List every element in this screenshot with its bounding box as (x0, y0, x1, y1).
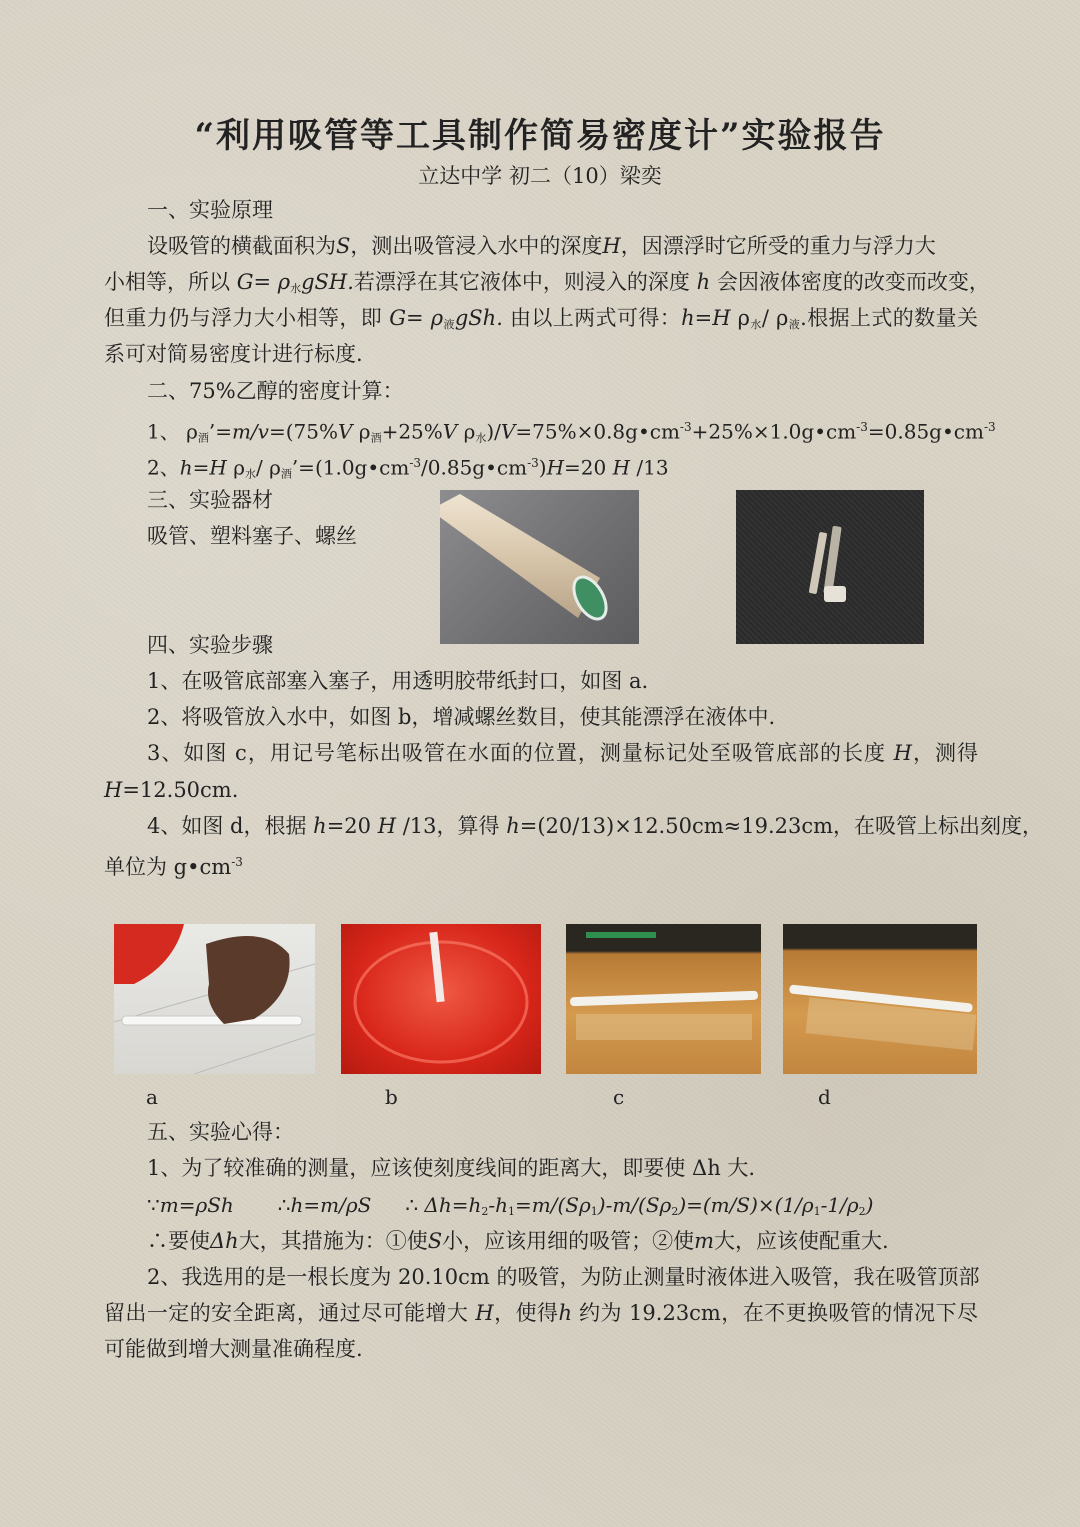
section-5-heading: 五、实验心得： (147, 1120, 294, 1144)
author-line: 立达中学 初二（10）梁奕 (418, 164, 662, 188)
photo-b (341, 924, 541, 1074)
materials-text: 吸管、塑料塞子、螺丝 (147, 524, 357, 548)
straw-photo (440, 490, 639, 644)
principle-line-3: 但重力仍与浮力大小相等，即 $G= \rho_液gSh$. 由以上两式可得：h=H $\rho_水/$ $\rho_液$.根据上式的数量关 (104, 306, 978, 331)
photo-a (114, 924, 315, 1074)
insight-line-3: ∴要使Δh大，其措施为：①使S小，应该用细的吸管；②使m大，应该使配重大. (147, 1229, 889, 1253)
caption-a: a (146, 1085, 158, 1109)
insight-line-5: 留出一定的安全距离，通过尽可能增大 H，使得h 约为 19.23cm，在不更换吸管的情况下尽 (104, 1301, 978, 1325)
principle-line-2: 小相等，所以 $G= \rho_水gSH$.若漂浮在其它液体中，则浸入的深度 h 会因液体密度的改变而改变， (104, 270, 990, 295)
photo-b-illustration (341, 924, 541, 1074)
section-1-heading: 一、实验原理 (147, 198, 273, 222)
screws-illustration (736, 490, 924, 644)
step-3-cont: H=12.50cm. (104, 778, 239, 802)
caption-b: b (385, 1085, 398, 1109)
step-1: 1、在吸管底部塞入塞子，用透明胶带纸封口，如图 a. (147, 669, 649, 693)
section-3-heading: 三、实验器材 (147, 488, 273, 512)
step-2: 2、将吸管放入水中，如图 b，增减螺丝数目，使其能漂浮在液体中. (147, 705, 776, 729)
calc-line-1: 1、 $\rho_酒’=m/v=(75\%V$ $\rho_酒+25\%V$ $\rho_水)/V=75\%\times 0.8g•cm^{-3}+25\%\times 1.0g•cm^{-3}=0.85g•cm^{-3}$ (147, 419, 996, 445)
insight-line-4: 2、我选用的是一根长度为 20.10cm 的吸管，为防止测量时液体进入吸管，我在吸管顶部 (147, 1265, 980, 1289)
caption-c: c (613, 1085, 625, 1109)
photo-d (783, 924, 977, 1074)
principle-line-4: 系可对简易密度计进行标度. (104, 342, 363, 366)
stopper-screws-photo (736, 490, 924, 644)
principle-line-1: 设吸管的横截面积为S，测出吸管浸入水中的深度H，因漂浮时它所受的重力与浮力大 (147, 234, 936, 258)
insight-line-6: 可能做到增大测量准确程度. (104, 1337, 363, 1361)
photo-a-illustration (114, 924, 315, 1074)
section-2-heading: 二、75%乙醇的密度计算： (147, 379, 404, 403)
section-4-heading: 四、实验步骤 (147, 633, 273, 657)
insight-line-1: 1、为了较准确的测量，应该使刻度线间的距离大，即要使 Δh 大. (147, 1156, 756, 1180)
step-3: 3、如图 c，用记号笔标出吸管在水面的位置，测量标记处至吸管底部的长度 H，测得 (147, 741, 978, 765)
insight-formula-line: ∵m=ρSh ∴h=m/ρS ∴ $\Delta h=h_2-h_1=m/(S\rho_1)-m/(S\rho_2)=(m/S)\times(1/\rho_1-1/\rho_2)$ (147, 1193, 874, 1218)
straw-illustration (440, 490, 639, 644)
page-title: “利用吸管等工具制作简易密度计”实验报告 (194, 116, 886, 156)
caption-d: d (818, 1085, 831, 1109)
calc-line-2: 2、h=H $\rho_水/$ $\rho_酒’=(1.0g•cm^{-3}/0.85g•cm^{-3})H=20$ H /13 (147, 455, 669, 481)
step-4: 4、如图 d，根据 h=20 H /13，算得 h=(20/13)×12.50cm≈19.23cm，在吸管上标出刻度， (147, 814, 1044, 838)
photo-c-illustration (566, 924, 761, 1074)
step-4-cont: 单位为 $g•cm^{-3}$ (104, 855, 243, 879)
photo-d-illustration (783, 924, 977, 1074)
photo-c (566, 924, 761, 1074)
